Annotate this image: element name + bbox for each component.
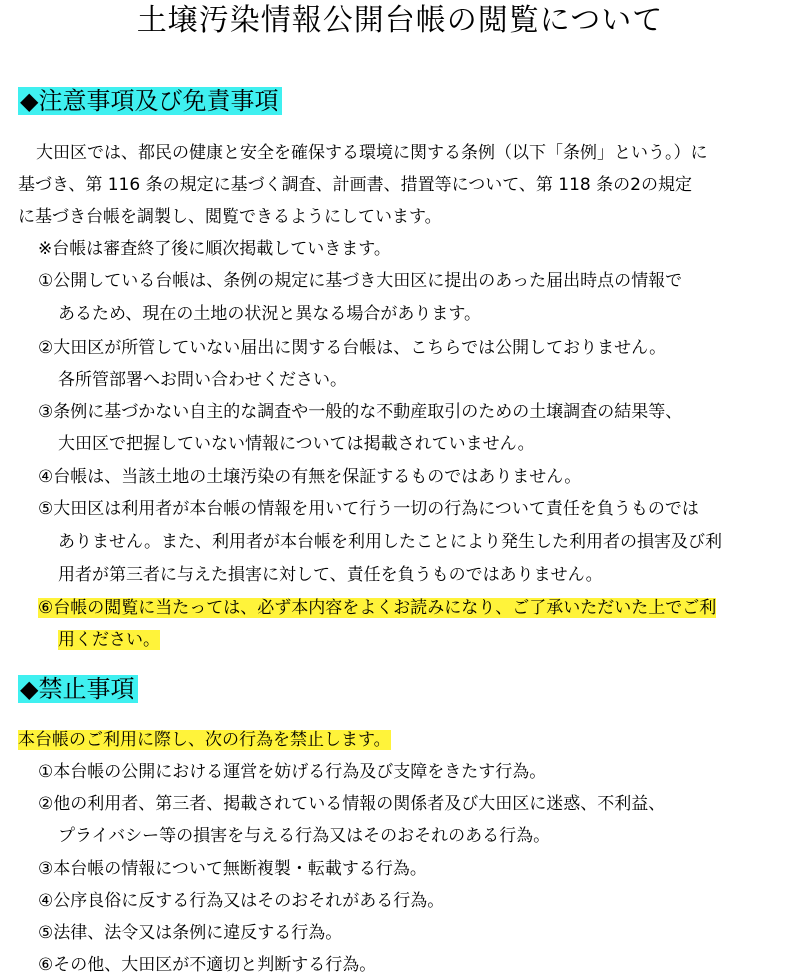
list-item-1-cont: あるため、現在の土地の状況と異なる場合があります。 <box>58 304 481 324</box>
intro-line: 大田区では、都民の健康と安全を確保する環境に関する条例（以下「条例」という。）に <box>36 143 708 163</box>
section-heading-disclaimer-text: ◆注意事項及び免責事項 <box>18 87 282 115</box>
list-item-6 <box>38 596 716 620</box>
list-item-6-cont-text: 用ください。 <box>58 630 160 650</box>
list-item-3-cont: 大田区で把握していない情報については掲載されていません。 <box>58 434 535 454</box>
prohibited-item-2-cont: プライバシー等の損害を与える行為又はそのおそれのある行為。 <box>58 826 551 846</box>
section-heading-prohibited <box>18 674 138 704</box>
prohibited-item-6: ⑥その他、大田区が不適切と判断する行為。 <box>38 955 377 975</box>
section-heading-prohibited-text: ◆禁止事項 <box>18 675 138 703</box>
list-item-5: ⑤大田区は利用者が本台帳の情報を用いて行う一切の行為について責任を負うものでは <box>38 499 699 519</box>
list-item-2-cont: 各所管部署へお問い合わせください。 <box>58 370 347 390</box>
note-line: ※台帳は審査終了後に順次掲載していきます。 <box>38 239 391 259</box>
prohibited-item-4: ④公序良俗に反する行為又はそのおそれがある行為。 <box>38 891 445 911</box>
list-item-6-text: ⑥台帳の閲覧に当たっては、必ず本内容をよくお読みになり、ご了承いただいた上でご利 <box>38 598 717 618</box>
list-item-4: ④台帳は、当該土地の土壌汚染の有無を保証するものではありません。 <box>38 467 582 487</box>
list-item-2: ②大田区が所管していない届出に関する台帳は、こちらでは公開しておりません。 <box>38 338 667 358</box>
list-item-5-cont: ありません。また、利用者が本台帳を利用したことにより発生した利用者の損害及び利 <box>58 532 723 552</box>
page-title: 土壌汚染情報公開台帳の閲覧について <box>136 3 664 38</box>
list-item-3: ③条例に基づかない自主的な調査や一般的な不動産取引のための土壌調査の結果等、 <box>38 402 683 422</box>
list-item-6-cont <box>58 628 160 652</box>
prohibited-item-1: ①本台帳の公開における運営を妨げる行為及び支障をきたす行為。 <box>38 762 547 782</box>
list-item-5-cont: 用者が第三者に与えた損害に対して、責任を負うものではありません。 <box>58 565 603 585</box>
intro-line: 基づき、第 116 条の規定に基づく調査、計画書、措置等について、第 118 条の2の規定 <box>18 175 692 195</box>
prohibited-intro <box>18 728 391 752</box>
prohibited-item-2: ②他の利用者、第三者、掲載されている情報の関係者及び大田区に迷惑、不利益、 <box>38 794 666 814</box>
section-heading-disclaimer <box>18 86 282 116</box>
list-item-1: ①公開している台帳は、条例の規定に基づき大田区に提出のあった届出時点の情報で <box>38 271 683 291</box>
prohibited-item-5: ⑤法律、法令又は条例に違反する行為。 <box>38 923 343 943</box>
intro-line: に基づき台帳を調製し、閲覧できるようにしています。 <box>18 207 442 227</box>
prohibited-item-3: ③本台帳の情報について無断複製・転載する行為。 <box>38 859 427 879</box>
prohibited-intro-text: 本台帳のご利用に際し、次の行為を禁止します。 <box>18 730 391 750</box>
